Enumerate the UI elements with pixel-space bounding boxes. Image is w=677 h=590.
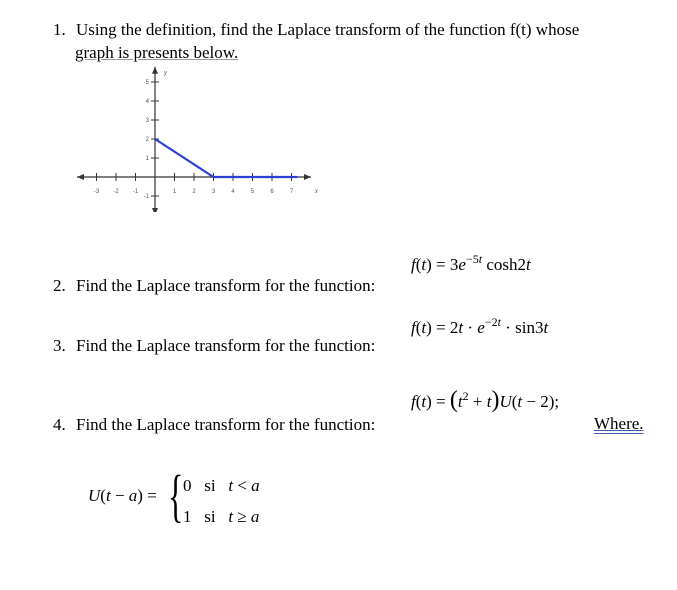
y-tick-label: 2 — [145, 137, 149, 143]
question-2-number: 2. — [53, 276, 66, 295]
x-tick-label: 5 — [250, 189, 255, 195]
question-4-number: 4. — [53, 415, 66, 434]
piecewise-brace: { — [168, 463, 184, 528]
question-4 — [53, 414, 375, 436]
x-tick-label: 4 — [231, 189, 235, 195]
formula-3: $f(t) = 2t \cdot e^{-2t} \cdot \sin 3t$ — [411, 315, 549, 337]
graph-content — [77, 67, 319, 212]
x-axis-arrow-right — [304, 174, 311, 180]
x-axis-label: x — [314, 189, 318, 195]
series-line — [155, 139, 297, 177]
formula-2: $f(t) = 3e^{-5t}$ cosh2t — [411, 252, 531, 274]
question-3 — [53, 335, 375, 357]
x-tick-label: -2 — [113, 189, 119, 195]
x-tick-label: 7 — [289, 189, 294, 195]
y-tick-label: 4 — [145, 99, 149, 105]
function-graph — [60, 62, 320, 212]
question-1-text-line1: Using the definition, find the Laplace transform of the function f(t) whose — [76, 20, 580, 39]
question-3-number: 3. — [53, 336, 66, 355]
u-definition: U(t − a) = { 0 si t < a 1 si t ≥ a — [88, 463, 260, 528]
question-3-text: Find the Laplace transform for the function: — [76, 336, 376, 355]
where-label: Where. — [594, 414, 644, 433]
formula-4: $f(t) = (t^2 + t)U(t - 2)$; — [411, 387, 560, 413]
question-1 — [53, 19, 579, 41]
y-axis-arrow-down — [152, 208, 158, 212]
y-tick-label: -1 — [143, 194, 149, 200]
y-tick-label: 1 — [145, 156, 149, 162]
x-tick-label: -1 — [132, 189, 139, 195]
y-axis-arrow-up — [152, 67, 158, 74]
x-tick-label: 3 — [211, 189, 216, 195]
question-2-text: Find the Laplace transform for the function: — [76, 276, 376, 295]
x-tick-label: 6 — [270, 189, 274, 195]
question-2 — [53, 275, 375, 297]
x-tick-label: 2 — [192, 189, 196, 195]
x-tick-label: -3 — [93, 189, 100, 195]
question-1-text-line2: graph is presents below. — [75, 43, 239, 62]
question-1-number: 1. — [53, 20, 66, 39]
y-tick-label: 3 — [145, 118, 149, 124]
question-4-text: Find the Laplace transform for the function: — [76, 415, 376, 434]
y-axis-label: y — [164, 70, 167, 77]
x-tick-label: 1 — [172, 189, 177, 195]
y-tick-label: 5 — [145, 80, 149, 86]
x-axis-arrow-left — [77, 174, 84, 180]
